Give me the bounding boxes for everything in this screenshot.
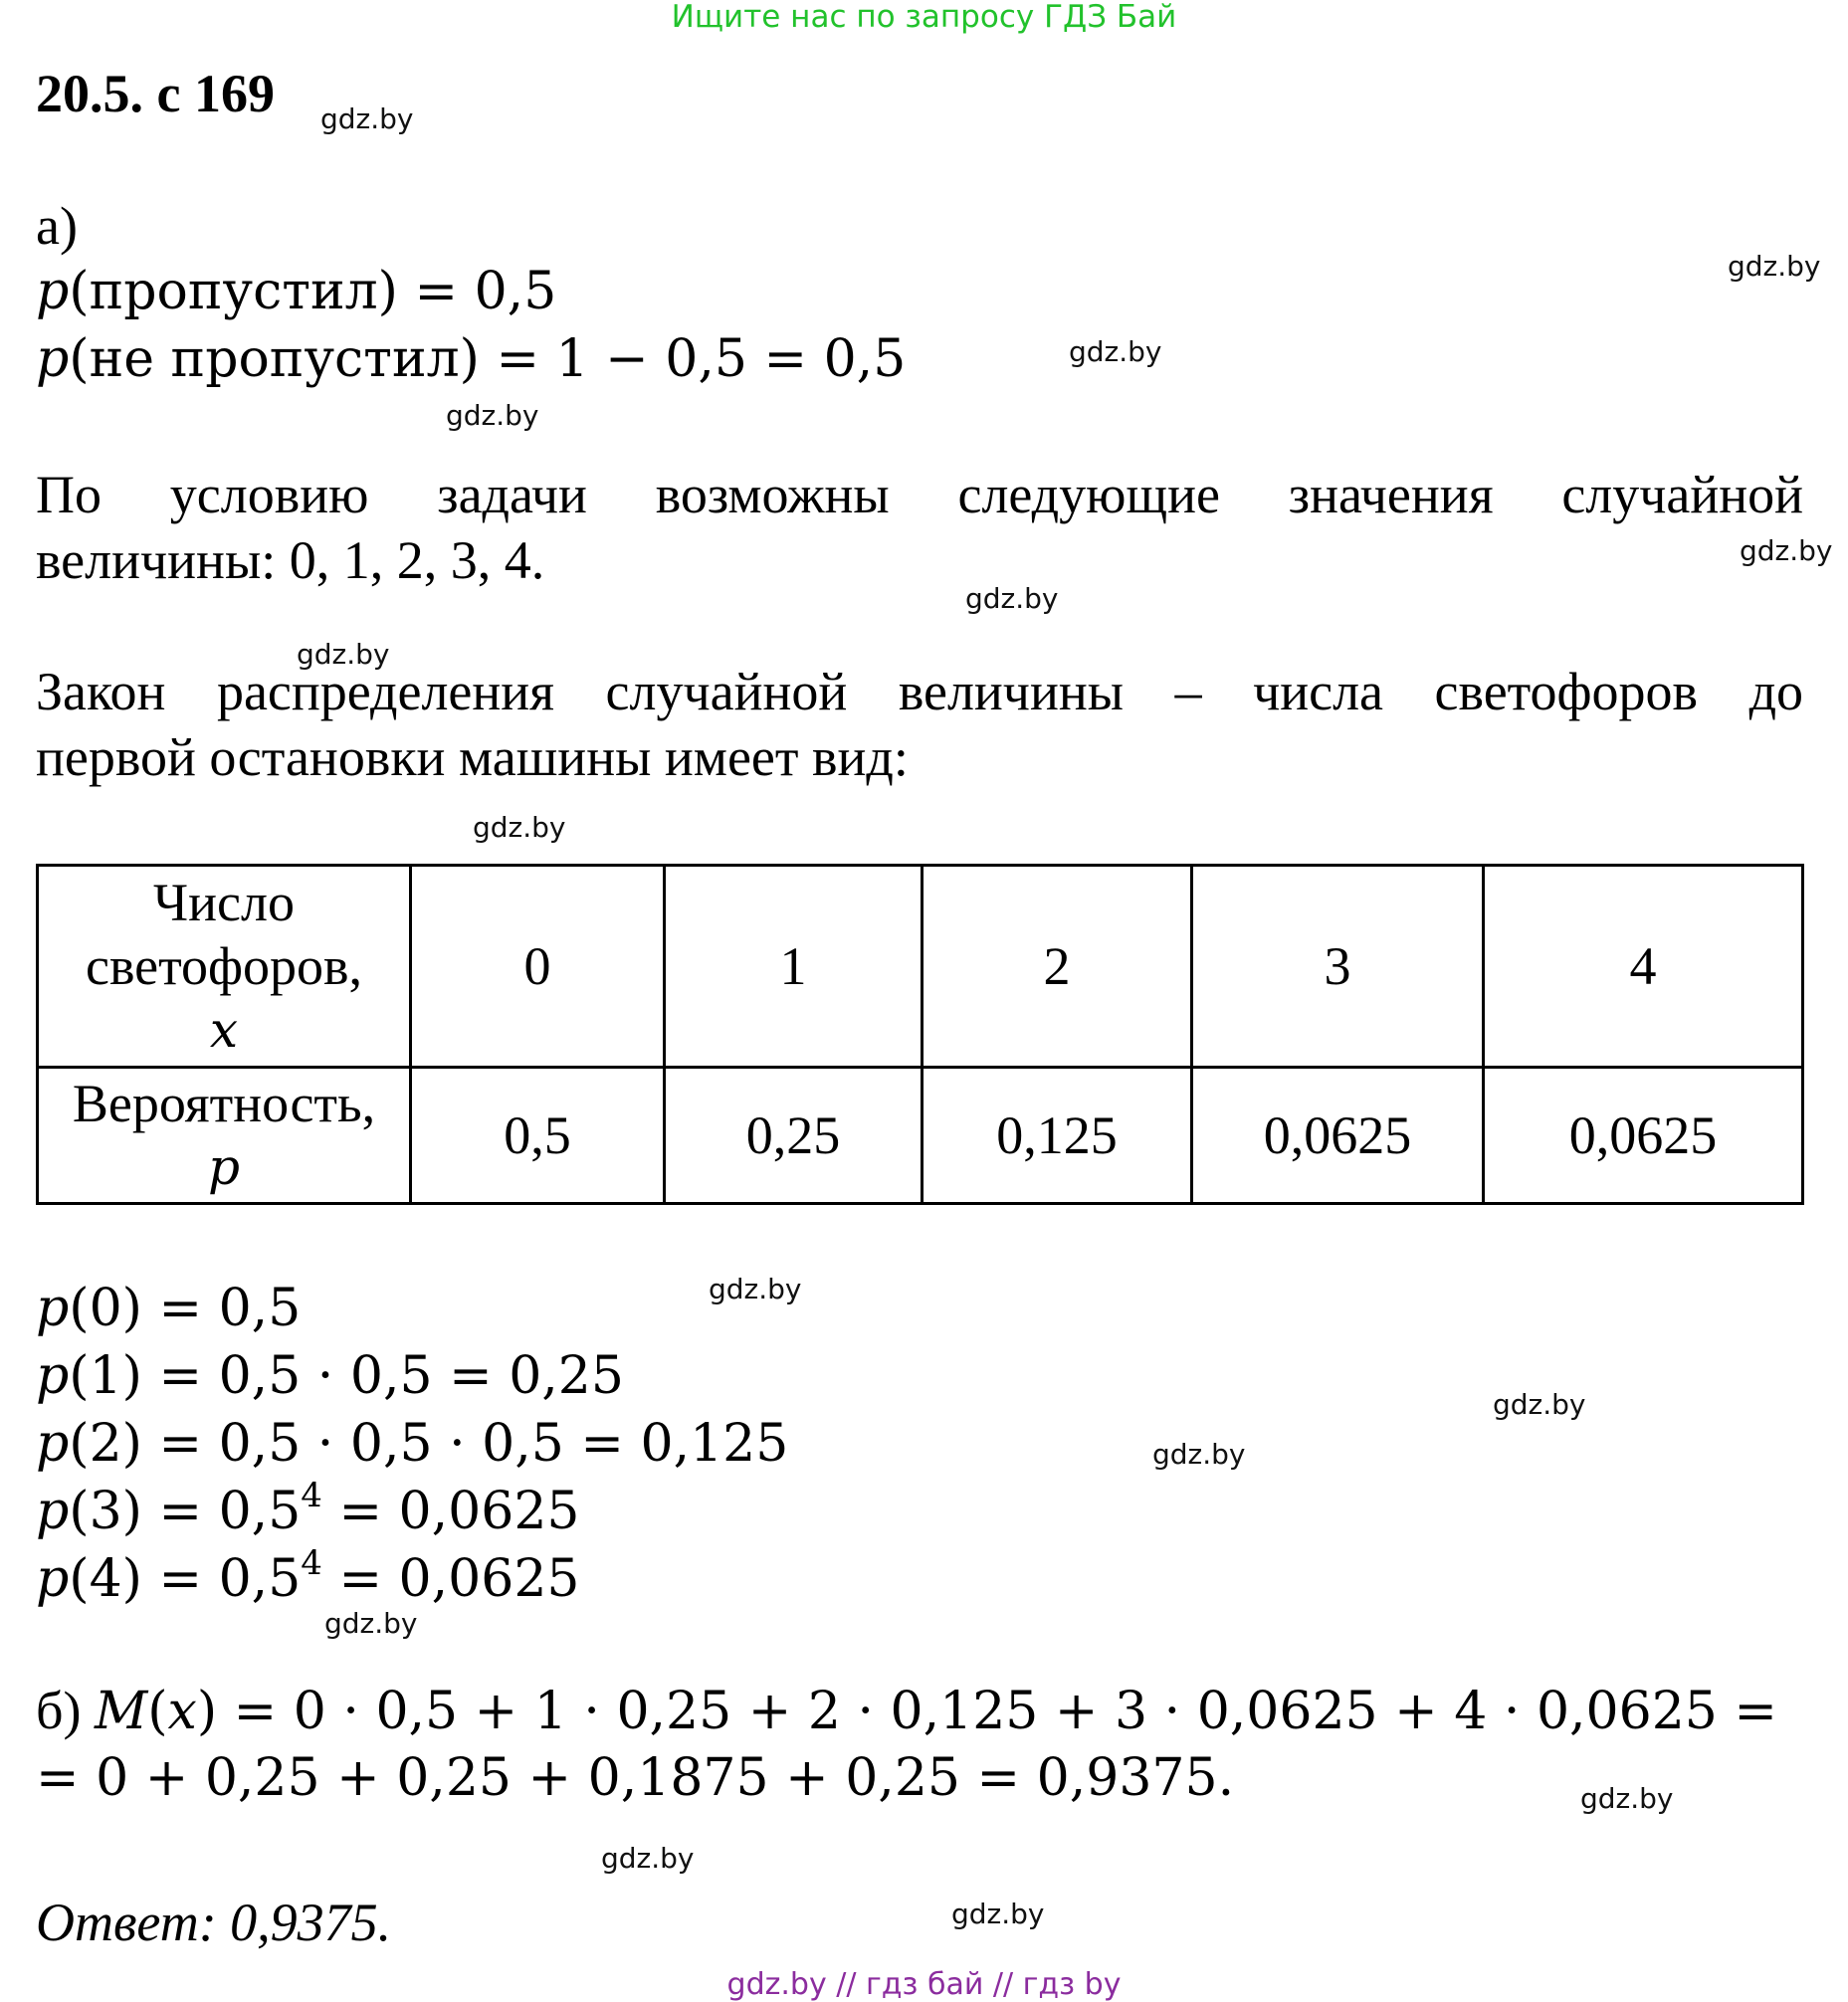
part-b-label: б) xyxy=(36,1681,95,1740)
table-cell: 3 xyxy=(1192,866,1484,1068)
word: задачи xyxy=(437,465,587,524)
word: распределения xyxy=(216,662,555,721)
watermark: gdz.by xyxy=(1580,1782,1674,1815)
part-a-label: а) xyxy=(36,196,78,256)
equation-p0 xyxy=(36,1278,301,1339)
equation-text: (3) = 0,5 xyxy=(69,1482,302,1541)
table-row xyxy=(38,866,1803,1068)
equation-text: (не пропустил) = 1 − 0,5 = 0,5 xyxy=(69,329,907,389)
answer: Ответ: 0,9375. xyxy=(36,1893,392,1952)
watermark: gdz.by xyxy=(473,811,566,844)
function-symbol: M xyxy=(94,1682,148,1741)
header-line: Число xyxy=(153,873,295,932)
header-line: светофоров, xyxy=(86,936,362,996)
watermark: gdz.by xyxy=(951,1898,1045,1930)
watermark: gdz.by xyxy=(320,102,414,135)
watermark: gdz.by xyxy=(965,582,1059,615)
table-header-cell xyxy=(38,1068,411,1204)
variable-symbol: x xyxy=(167,1682,197,1741)
equation-p-skipped xyxy=(36,261,556,322)
watermark: gdz.by xyxy=(1493,1388,1586,1421)
expected-value-line1 xyxy=(36,1680,1777,1742)
p-symbol: p xyxy=(36,1549,70,1609)
table-cell: 2 xyxy=(923,866,1192,1068)
watermark: gdz.by xyxy=(1740,534,1833,567)
equation-p-not-skipped xyxy=(36,328,906,390)
paren: ( xyxy=(147,1682,168,1741)
table-row xyxy=(38,1068,1803,1204)
p-symbol: p xyxy=(36,1346,70,1406)
watermark: gdz.by xyxy=(324,1607,418,1640)
word: условию xyxy=(169,465,369,524)
word: до xyxy=(1748,662,1804,721)
paragraph-values xyxy=(36,462,1803,593)
equation-text: = 0,0625 xyxy=(321,1549,580,1609)
word: следующие xyxy=(957,465,1220,524)
word: Закон xyxy=(36,662,166,721)
expected-value-line2: = 0 + 0,25 + 0,25 + 0,1875 + 0,25 = 0,9375. xyxy=(36,1748,1235,1808)
paragraph-distribution-law xyxy=(36,659,1803,790)
paragraph-line: величины: 0, 1, 2, 3, 4. xyxy=(36,530,545,590)
footer: gdz.by // гдз бай // гдз by xyxy=(726,1967,1122,2002)
p-symbol: p xyxy=(36,262,70,321)
header-line: Вероятность, xyxy=(72,1074,376,1133)
table-cell: 0,0625 xyxy=(1484,1068,1803,1204)
equation-p3 xyxy=(36,1476,580,1542)
p-symbol: p xyxy=(36,1279,70,1338)
word: По xyxy=(36,465,102,524)
distribution-table xyxy=(36,864,1804,1205)
equation-text: (4) = 0,5 xyxy=(69,1549,302,1609)
table-cell: 0,5 xyxy=(411,1068,665,1204)
word: величины xyxy=(898,662,1125,721)
watermark: gdz.by xyxy=(446,399,539,432)
table-cell: 0,0625 xyxy=(1192,1068,1484,1204)
table-header-cell xyxy=(38,866,411,1068)
exercise-heading: 20.5. с 169 xyxy=(36,64,275,123)
header-variable: p xyxy=(207,1138,240,1196)
word: – xyxy=(1174,662,1202,721)
watermark: gdz.by xyxy=(1728,250,1821,283)
paren: ) xyxy=(196,1682,218,1741)
equation-text: (0) = 0,5 xyxy=(69,1279,302,1338)
equation-text: (пропустил) = 0,5 xyxy=(69,262,557,321)
header-variable: x xyxy=(209,1001,239,1059)
equation-text: (2) = 0,5 · 0,5 · 0,5 = 0,125 xyxy=(69,1414,789,1474)
watermark: gdz.by xyxy=(601,1842,695,1875)
paragraph-line: первой остановки машины имеет вид: xyxy=(36,727,909,787)
equation-p1 xyxy=(36,1345,624,1407)
word: возможны xyxy=(655,465,890,524)
equation-p4 xyxy=(36,1543,580,1610)
table-cell: 0,25 xyxy=(665,1068,923,1204)
table-cell: 4 xyxy=(1484,866,1803,1068)
exponent: 4 xyxy=(301,1476,322,1515)
equation-text: = 0,0625 xyxy=(321,1482,580,1541)
paragraph-line xyxy=(36,462,1803,527)
paragraph-line xyxy=(36,659,1803,724)
watermark: gdz.by xyxy=(1152,1438,1246,1471)
table-cell: 0,125 xyxy=(923,1068,1192,1204)
exponent: 4 xyxy=(301,1543,322,1583)
p-symbol: p xyxy=(36,1414,70,1474)
table-cell: 1 xyxy=(665,866,923,1068)
watermark: gdz.by xyxy=(1069,335,1162,368)
word: числа xyxy=(1253,662,1384,721)
word: светофоров xyxy=(1434,662,1699,721)
word: случайной xyxy=(1561,465,1804,524)
watermark: gdz.by xyxy=(297,638,390,671)
p-symbol: p xyxy=(36,1482,70,1541)
word: значения xyxy=(1288,465,1494,524)
watermark: gdz.by xyxy=(709,1273,802,1305)
equation-text: (1) = 0,5 · 0,5 = 0,25 xyxy=(69,1346,624,1406)
top-banner: Ищите нас по запросу ГДЗ Бай xyxy=(671,0,1177,35)
table-cell: 0 xyxy=(411,866,665,1068)
equation-text: = 0 · 0,5 + 1 · 0,25 + 2 · 0,125 + 3 · 0,0625 + 4 · 0,0625 = xyxy=(217,1682,1777,1741)
equation-p2 xyxy=(36,1413,788,1475)
word: случайной xyxy=(605,662,848,721)
p-symbol: p xyxy=(36,329,70,389)
